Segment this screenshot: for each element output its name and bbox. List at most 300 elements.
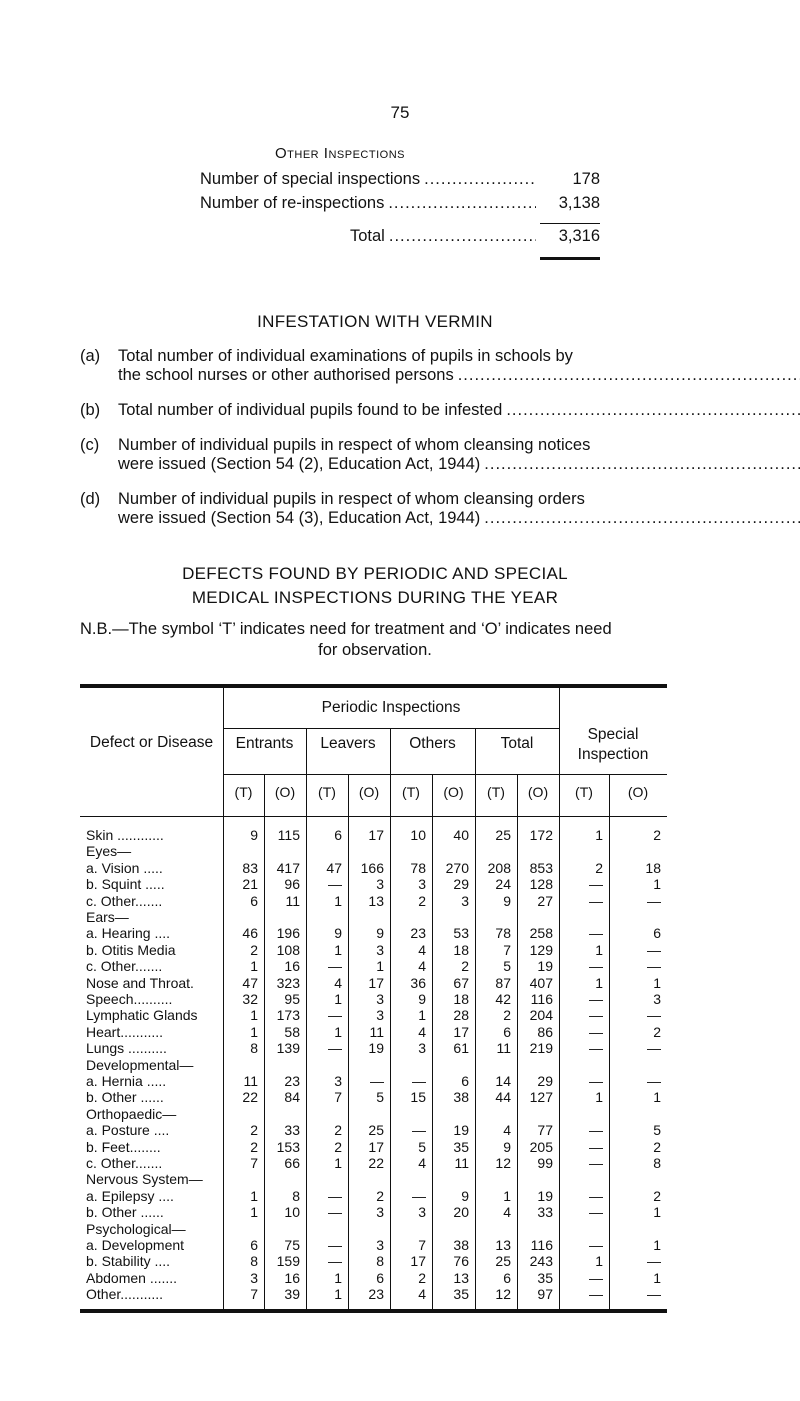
table-cell: 1: [334, 1269, 342, 1286]
column-rule: [517, 774, 518, 1309]
table-cell: 4: [503, 1122, 511, 1139]
row-label: c. Other.......: [86, 892, 163, 909]
table-cell: 1: [250, 1204, 258, 1221]
table-cell: 5: [503, 958, 511, 975]
table-cell: 1: [334, 1155, 342, 1171]
table-cell: 1: [334, 892, 342, 909]
row-label: Orthopaedic—: [86, 1105, 177, 1122]
table-cell: 99: [537, 1155, 553, 1171]
leader-dots: [484, 509, 800, 528]
row-label: c. Other.......: [86, 958, 163, 975]
table-cell: —: [589, 1155, 603, 1171]
table-cell: 17: [368, 1138, 384, 1155]
table-cell: 10: [410, 827, 426, 843]
table-cell: 6: [250, 1237, 258, 1253]
header-entrants: Entrants: [235, 735, 294, 752]
note: [80, 619, 670, 661]
table-cell: 11: [496, 1040, 511, 1057]
table-cell: 24: [495, 876, 511, 893]
table-cell: 1: [250, 1023, 258, 1040]
table-cell: 853: [529, 859, 553, 876]
table-cell: 17: [368, 974, 384, 991]
table-cell: 8: [250, 1040, 258, 1057]
row-label: Nervous System—: [86, 1171, 203, 1188]
table-cell: 38: [453, 1237, 469, 1253]
table-cell: 53: [453, 925, 469, 942]
table-cell: 3: [376, 1237, 384, 1253]
table-cell: 13: [368, 892, 384, 909]
table-cell: 5: [418, 1138, 426, 1155]
table-cell: 5: [653, 1122, 661, 1139]
table-cell: —: [589, 1187, 603, 1204]
note-line: N.B.—The symbol ‘T’ indicates need for treatment and ‘O’ indicates need: [80, 620, 612, 638]
row-label: Other...........: [86, 1286, 164, 1303]
table-cell: 1: [250, 1007, 258, 1024]
table-cell: 159: [276, 1253, 300, 1270]
row-label: Lungs ..........: [86, 1040, 167, 1057]
table-cell: 25: [495, 1253, 511, 1270]
column-rule: [432, 774, 433, 1309]
table-cell: 2: [250, 1138, 258, 1155]
table-cell: 76: [453, 1253, 469, 1270]
table-cell: 29: [537, 1073, 553, 1089]
table-cell: 1: [250, 1187, 258, 1204]
item-text: Total number of individual examinations of pupils in schools by: [118, 347, 573, 365]
row-label: b. Otitis Media: [86, 941, 176, 958]
table-cell: 116: [530, 991, 553, 1007]
table-cell: 1: [595, 1253, 603, 1270]
table-cell: 3: [418, 1040, 426, 1057]
table-cell: 6: [334, 827, 342, 843]
header-special-inspection: [559, 725, 667, 765]
table-cell: —: [589, 958, 603, 975]
table-cell: 116: [530, 1237, 553, 1253]
subheader-treatment: (T): [234, 784, 253, 800]
table-cell: 1: [334, 991, 342, 1007]
table-cell: —: [589, 1007, 603, 1024]
table-cell: 12: [495, 1286, 511, 1303]
table-cell: 35: [453, 1286, 469, 1303]
table-cell: 9: [503, 1138, 511, 1155]
table-cell: 323: [276, 974, 300, 991]
table-cell: 1: [503, 1187, 511, 1204]
table-cell: —: [647, 1286, 661, 1303]
table-cell: 108: [276, 941, 300, 958]
table-cell: 4: [334, 974, 342, 991]
column-rule: [609, 774, 610, 1309]
total-row: [350, 227, 600, 251]
table-cell: 1: [653, 1269, 661, 1286]
table-cell: 8: [376, 1253, 384, 1270]
header-special-line: Inspection: [577, 746, 649, 763]
header-rule: [80, 816, 667, 817]
row-label: c. Other.......: [86, 1155, 163, 1171]
table-cell: 8: [292, 1187, 300, 1204]
item-letter: (b): [80, 401, 101, 419]
table-cell: —: [328, 958, 342, 975]
table-cell: —: [647, 1007, 661, 1024]
table-cell: 7: [250, 1286, 258, 1303]
table-cell: 2: [503, 1007, 511, 1024]
row-label: a. Epilepsy ....: [86, 1187, 174, 1204]
table-cell: 13: [453, 1269, 469, 1286]
table-cell: —: [589, 1204, 603, 1221]
table-cell: —: [589, 1138, 603, 1155]
infestation-section: [80, 312, 670, 544]
leader-dots: [506, 401, 800, 420]
column-rule: [223, 688, 224, 1309]
table-cell: 3: [376, 1007, 384, 1024]
subheader-treatment: (T): [575, 784, 593, 800]
table-cell: —: [589, 892, 603, 909]
table-cell: 2: [250, 1122, 258, 1139]
table-cell: 9: [503, 892, 511, 909]
table-cell: 87: [495, 974, 511, 991]
total-rule-bottom: [540, 257, 600, 260]
table-cell: —: [328, 876, 342, 893]
table-cell: 27: [537, 892, 553, 909]
table-cell: 205: [529, 1138, 553, 1155]
table-cell: 19: [368, 1040, 384, 1057]
special-inspections-row: [200, 170, 600, 194]
row-label: Lymphatic Glands: [86, 1007, 198, 1024]
leader-dots: [484, 455, 800, 474]
row-label: Developmental—: [86, 1056, 194, 1073]
header-rule: [223, 774, 667, 775]
table-cell: 3: [376, 941, 384, 958]
table-cell: —: [647, 1253, 661, 1270]
table-cell: 2: [418, 1269, 426, 1286]
infestation-item-c: [80, 436, 670, 474]
item-text: were issued (Section 54 (3), Education Act, 1944): [118, 509, 481, 527]
row-label: Ears—: [86, 909, 129, 925]
row-label: Heart...........: [86, 1023, 164, 1040]
table-cell: —: [328, 1253, 342, 1270]
table-cell: —: [328, 1204, 342, 1221]
table-cell: 47: [326, 859, 342, 876]
table-cell: 22: [368, 1155, 384, 1171]
table-cell: 6: [461, 1073, 469, 1089]
table-cell: 4: [418, 1155, 426, 1171]
subheader-observation: (O): [527, 784, 549, 800]
row-label: b. Other ......: [86, 1089, 164, 1106]
table-cell: —: [328, 1007, 342, 1024]
table-cell: 78: [410, 859, 426, 876]
table-cell: 28: [453, 1007, 469, 1024]
table-cell: 4: [418, 1023, 426, 1040]
table-cell: 1: [376, 958, 384, 975]
item-text: the school nurses or other authorised persons: [118, 366, 454, 384]
table-cell: 166: [360, 859, 384, 876]
table-cell: 1: [595, 1089, 603, 1106]
row-label: a. Vision .....: [86, 859, 163, 876]
table-cell: 16: [284, 958, 300, 975]
table-cell: 2: [376, 1187, 384, 1204]
table-cell: 3: [250, 1269, 258, 1286]
table-cell: —: [589, 1040, 603, 1057]
leader-dots: [458, 366, 800, 385]
table-cell: 33: [284, 1122, 300, 1139]
leader-dots: [424, 170, 536, 189]
subheader-observation: (O): [358, 784, 380, 800]
table-cell: 139: [276, 1040, 300, 1057]
table-cell: 3: [334, 1073, 342, 1089]
table-cell: 25: [495, 827, 511, 843]
table-cell: —: [328, 1237, 342, 1253]
table-cell: 1: [653, 1204, 661, 1221]
table-cell: 35: [537, 1269, 553, 1286]
column-rule: [559, 688, 560, 1309]
table-cell: 2: [334, 1122, 342, 1139]
table-cell: 1: [334, 1023, 342, 1040]
table-cell: 95: [284, 991, 300, 1007]
table-cell: 3: [653, 991, 661, 1007]
table-cell: 19: [453, 1122, 469, 1139]
table-cell: 243: [529, 1253, 553, 1270]
row-value: 3,138: [558, 194, 600, 212]
table-cell: 2: [461, 958, 469, 975]
table-cell: 1: [250, 958, 258, 975]
table-cell: 6: [503, 1023, 511, 1040]
table-cell: 22: [242, 1089, 258, 1106]
table-cell: 196: [276, 925, 300, 942]
table-cell: 1: [653, 1237, 661, 1253]
row-label: b. Other ......: [86, 1204, 164, 1221]
table-cell: 38: [453, 1089, 469, 1106]
header-special-line: Special: [587, 726, 639, 743]
table-cell: 13: [495, 1237, 511, 1253]
table-cell: 61: [453, 1040, 469, 1057]
table-cell: 2: [595, 859, 603, 876]
table-cell: 115: [277, 827, 300, 843]
table-cell: 6: [653, 925, 661, 942]
table-cell: —: [412, 1073, 426, 1089]
table-cell: 258: [529, 925, 553, 942]
table-cell: 16: [284, 1269, 300, 1286]
table-cell: —: [412, 1122, 426, 1139]
table-cell: 36: [410, 974, 426, 991]
table-cell: 127: [529, 1089, 553, 1106]
table-cell: 7: [250, 1155, 258, 1171]
table-cell: 6: [250, 892, 258, 909]
table-cell: 29: [453, 876, 469, 893]
row-label: Skin ............: [86, 827, 164, 843]
table-cell: 66: [284, 1155, 300, 1171]
item-text: were issued (Section 54 (2), Education Act, 1944): [118, 455, 481, 473]
table-cell: 44: [495, 1089, 511, 1106]
leader-dots: [389, 227, 536, 246]
table-cell: 84: [284, 1089, 300, 1106]
header-leavers: Leavers: [320, 735, 376, 752]
infestation-item-a: [80, 347, 670, 385]
table-cell: —: [589, 1023, 603, 1040]
table-cell: 9: [250, 827, 258, 843]
table-cell: 15: [410, 1089, 426, 1106]
table-cell: 3: [376, 991, 384, 1007]
table-cell: 19: [537, 958, 553, 975]
table-cell: —: [328, 1040, 342, 1057]
item-text: Total number of individual pupils found to be infested: [118, 401, 503, 419]
table-cell: —: [589, 1269, 603, 1286]
table-cell: 3: [376, 876, 384, 893]
row-label: Psychological—: [86, 1220, 186, 1237]
table-cell: 153: [276, 1138, 300, 1155]
table-cell: 83: [242, 859, 258, 876]
item-text: Number of individual pupils in respect of whom cleansing orders: [118, 490, 585, 508]
table-cell: 86: [537, 1023, 553, 1040]
item-letter: (d): [80, 490, 101, 508]
table-cell: 4: [418, 958, 426, 975]
total-label: Total: [350, 227, 385, 245]
table-cell: 42: [495, 991, 511, 1007]
table-cell: 2: [334, 1138, 342, 1155]
table-cell: 5: [376, 1089, 384, 1106]
table-cell: —: [589, 1237, 603, 1253]
table-cell: 33: [537, 1204, 553, 1221]
table-cell: —: [370, 1073, 384, 1089]
table-cell: 7: [418, 1237, 426, 1253]
table-cell: 23: [284, 1073, 300, 1089]
header-others: Others: [409, 735, 456, 752]
table-cell: 46: [242, 925, 258, 942]
row-label: Number of re-inspections: [200, 194, 385, 212]
table-cell: 18: [453, 941, 469, 958]
table-cell: 23: [410, 925, 426, 942]
table-cell: 1: [595, 827, 603, 843]
table-cell: 4: [503, 1204, 511, 1221]
table-cell: 3: [376, 1204, 384, 1221]
table-cell: 9: [461, 1187, 469, 1204]
table-cell: 204: [529, 1007, 553, 1024]
row-label: Speech..........: [86, 991, 173, 1007]
column-rule: [348, 774, 349, 1309]
table-cell: 270: [445, 859, 469, 876]
table-cell: 10: [284, 1204, 300, 1221]
table-cell: —: [589, 876, 603, 893]
table-cell: 7: [334, 1089, 342, 1106]
header-defect-or-disease: Defect or Disease: [89, 734, 214, 751]
table-cell: 208: [487, 859, 511, 876]
table-cell: 20: [453, 1204, 469, 1221]
item-letter: (a): [80, 347, 101, 365]
table-cell: 6: [376, 1269, 384, 1286]
table-cell: 7: [503, 941, 511, 958]
header-periodic-inspections: Periodic Inspections: [321, 699, 461, 716]
table-cell: —: [589, 1122, 603, 1139]
table-cell: 2: [653, 1023, 661, 1040]
row-label: a. Hernia .....: [86, 1073, 167, 1089]
table-cell: 1: [418, 1007, 426, 1024]
subheader-treatment: (T): [402, 784, 420, 800]
table-cell: 75: [284, 1237, 300, 1253]
subheader-treatment: (T): [318, 784, 336, 800]
table-cell: —: [328, 1187, 342, 1204]
column-rule: [264, 774, 265, 1309]
subheader-treatment: (T): [487, 784, 505, 800]
defects-heading-line: MEDICAL INSPECTIONS DURING THE YEAR: [191, 588, 559, 607]
infestation-item-d: [80, 490, 670, 528]
table-cell: 78: [495, 925, 511, 942]
table-cell: 11: [285, 892, 300, 909]
item-text: Number of individual pupils in respect of whom cleansing notices: [118, 436, 591, 454]
table-cell: 219: [529, 1040, 553, 1057]
table-cell: 47: [242, 974, 258, 991]
table-cell: 9: [418, 991, 426, 1007]
table-cell: 128: [529, 876, 553, 893]
row-label: a. Posture ....: [86, 1122, 170, 1139]
table-cell: 2: [418, 892, 426, 909]
table-cell: 417: [276, 859, 300, 876]
table-cell: 25: [368, 1122, 384, 1139]
re-inspections-row: [200, 194, 600, 218]
subheader-observation: (O): [627, 784, 649, 800]
table-cell: 1: [595, 974, 603, 991]
table-cell: 21: [242, 876, 258, 893]
table-cell: 18: [645, 859, 661, 876]
total-value: 3,316: [558, 227, 600, 245]
table-cell: —: [589, 991, 603, 1007]
table-cell: 9: [376, 925, 384, 942]
table-cell: 3: [461, 892, 469, 909]
table-cell: —: [647, 1040, 661, 1057]
table-cell: 19: [537, 1187, 553, 1204]
table-cell: 1: [334, 941, 342, 958]
table-cell: 2: [653, 827, 661, 843]
table-cell: 39: [284, 1286, 300, 1303]
row-value: 178: [572, 170, 600, 188]
page-number: 75: [390, 103, 410, 122]
row-label: Abdomen .......: [86, 1269, 178, 1286]
table-cell: 172: [529, 827, 553, 843]
table-cell: 97: [537, 1286, 553, 1303]
table-cell: 35: [453, 1138, 469, 1155]
row-label: a. Development: [86, 1237, 185, 1253]
table-cell: —: [647, 892, 661, 909]
defects-heading: [80, 562, 670, 610]
table-cell: 4: [418, 1286, 426, 1303]
table-cell: 1: [334, 1286, 342, 1303]
table-bottom-rule: [80, 1309, 667, 1313]
table-cell: 96: [284, 876, 300, 893]
table-cell: 1: [653, 1089, 661, 1106]
table-cell: 17: [453, 1023, 469, 1040]
table-cell: 12: [495, 1155, 511, 1171]
defects-table: [80, 684, 667, 1313]
row-label: b. Stability ....: [86, 1253, 171, 1270]
other-inspections-heading: Other Inspections: [275, 145, 405, 162]
table-cell: 11: [454, 1155, 469, 1171]
table-cell: 67: [453, 974, 469, 991]
table-cell: 9: [334, 925, 342, 942]
table-cell: 23: [368, 1286, 384, 1303]
subheader-observation: (O): [443, 784, 464, 800]
table-cell: —: [647, 941, 661, 958]
table-cell: 3: [418, 1204, 426, 1221]
table-cell: 1: [653, 876, 661, 893]
table-cell: 1: [595, 941, 603, 958]
table-cell: —: [647, 958, 661, 975]
other-inspections-section: [200, 145, 600, 260]
table-cell: —: [589, 1073, 603, 1089]
table-cell: 8: [653, 1155, 661, 1171]
defects-heading-line: DEFECTS FOUND BY PERIODIC AND SPECIAL: [182, 564, 568, 583]
table-cell: —: [589, 1286, 603, 1303]
table-cell: 17: [410, 1253, 426, 1270]
table-cell: 1: [653, 974, 661, 991]
item-letter: (c): [80, 436, 100, 454]
table-cell: —: [589, 925, 603, 942]
subheader-observation: (O): [274, 784, 296, 800]
